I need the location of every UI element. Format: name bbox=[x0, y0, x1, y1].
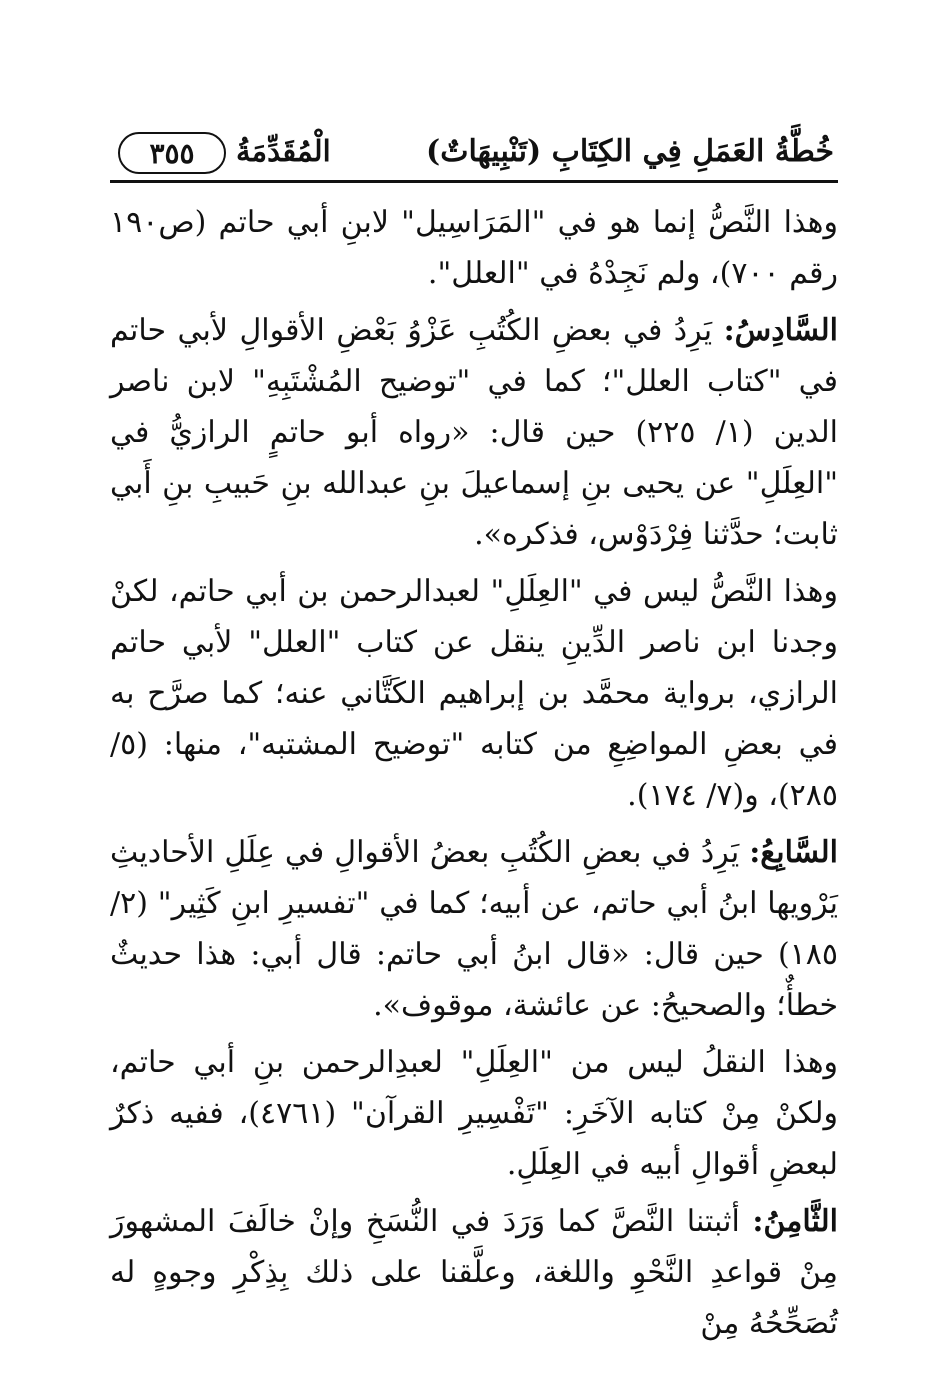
paragraph-text: وهذا النَّصُّ ليس في "العِلَلِ" لعبدالرحمن بن أبي حاتم، لكنْ وجدنا ابن ناصر الدِّينِ ينقل عن كتاب "العلل" لأبي حاتم الرازي، برواية محمَّد بن إبراهيم الكَتَّاني عنه؛ كما صرَّح به في بعضِ المواضِعِ من كتابه "توضيح المشتبه"، منها: (٥/ ٢٨٥)، و(٧/ ١٧٤). bbox=[110, 574, 838, 813]
paragraph-text: يَرِدُ في بعضِ الكُتُبِ بعضُ الأقوالِ في عِلَلِ الأحاديثِ يَرْويها ابنُ أبي حاتم، عن أبيه؛ كما في "تفسيرِ ابنِ كَثِير" (٢/ ١٨٥) حين قال: «قال ابنُ أبي حاتم: قال أبي: هذا حديثٌ خطأٌ؛ والصحيحُ: عن عائشة، موقوف». bbox=[110, 835, 838, 1023]
section-label: الْمُقَدِّمَةُ bbox=[236, 134, 331, 168]
paragraph-seventh-note bbox=[110, 827, 838, 1031]
paragraph-text: وهذا النَّصُّ إنما هو في "المَرَاسِيل" لابنِ أبي حاتم (ص١٩٠ رقم ٧٠٠)، ولم نَجِدْهُ في "العلل". bbox=[110, 205, 838, 291]
page-number-badge: ٣٥٥ bbox=[118, 132, 226, 174]
chapter-title: خُطَّةُ العَمَلِ فِي الكِتَابِ (تَنْبِيهَاتٌ) bbox=[426, 134, 834, 169]
note-label-eighth: الثَّامِنُ: bbox=[752, 1204, 838, 1239]
page-body bbox=[110, 197, 838, 1349]
paragraph-note-on-marasil bbox=[110, 197, 838, 299]
paragraph-sixth-explanation bbox=[110, 566, 838, 821]
paragraph-text: أثبتنا النَّصَّ كما وَرَدَ في النُّسَخِ وإنْ خالَفَ المشهورَ مِنْ قواعدِ النَّحْوِ واللغة، وعلَّقنا على ذلك بِذِكْرِ وجوهٍ له تُصَحِّحُهُ مِنْ bbox=[110, 1204, 838, 1341]
note-label-seventh: السَّابِعُ: bbox=[749, 835, 838, 870]
paragraph-eighth-note bbox=[110, 1196, 838, 1349]
book-page bbox=[110, 118, 838, 1341]
running-header bbox=[110, 118, 838, 183]
paragraph-seventh-explanation bbox=[110, 1037, 838, 1190]
paragraph-text: يَرِدُ في بعضِ الكُتُبِ عَزْوُ بَعْضِ الأقوالِ لأبي حاتم في "كتاب العلل"؛ كما في "توضيح المُشْتَبِهِ" لابن ناصر الدين (١/ ٢٢٥) حين قال: «رواه أبو حاتمٍ الرازيُّ في "العِلَلِ" عن يحيى بنِ إسماعيلَ بنِ عبدالله بنِ حَبيبِ بنِ أَبي ثابت؛ حدَّثنا فِرْدَوْس، فذكره». bbox=[110, 313, 838, 552]
paragraph-text: وهذا النقلُ ليس من "العِلَلِ" لعبدِالرحمن بنِ أبي حاتم، ولكنْ مِنْ كتابه الآخَرِ: "تَفْسِيرِ القرآن" (٤٧٦١)، ففيه ذكرٌ لبعضِ أقوالِ أبيه في العِلَلِ. bbox=[110, 1045, 838, 1182]
note-label-sixth: السَّادِسُ: bbox=[723, 313, 838, 348]
paragraph-sixth-note bbox=[110, 305, 838, 560]
